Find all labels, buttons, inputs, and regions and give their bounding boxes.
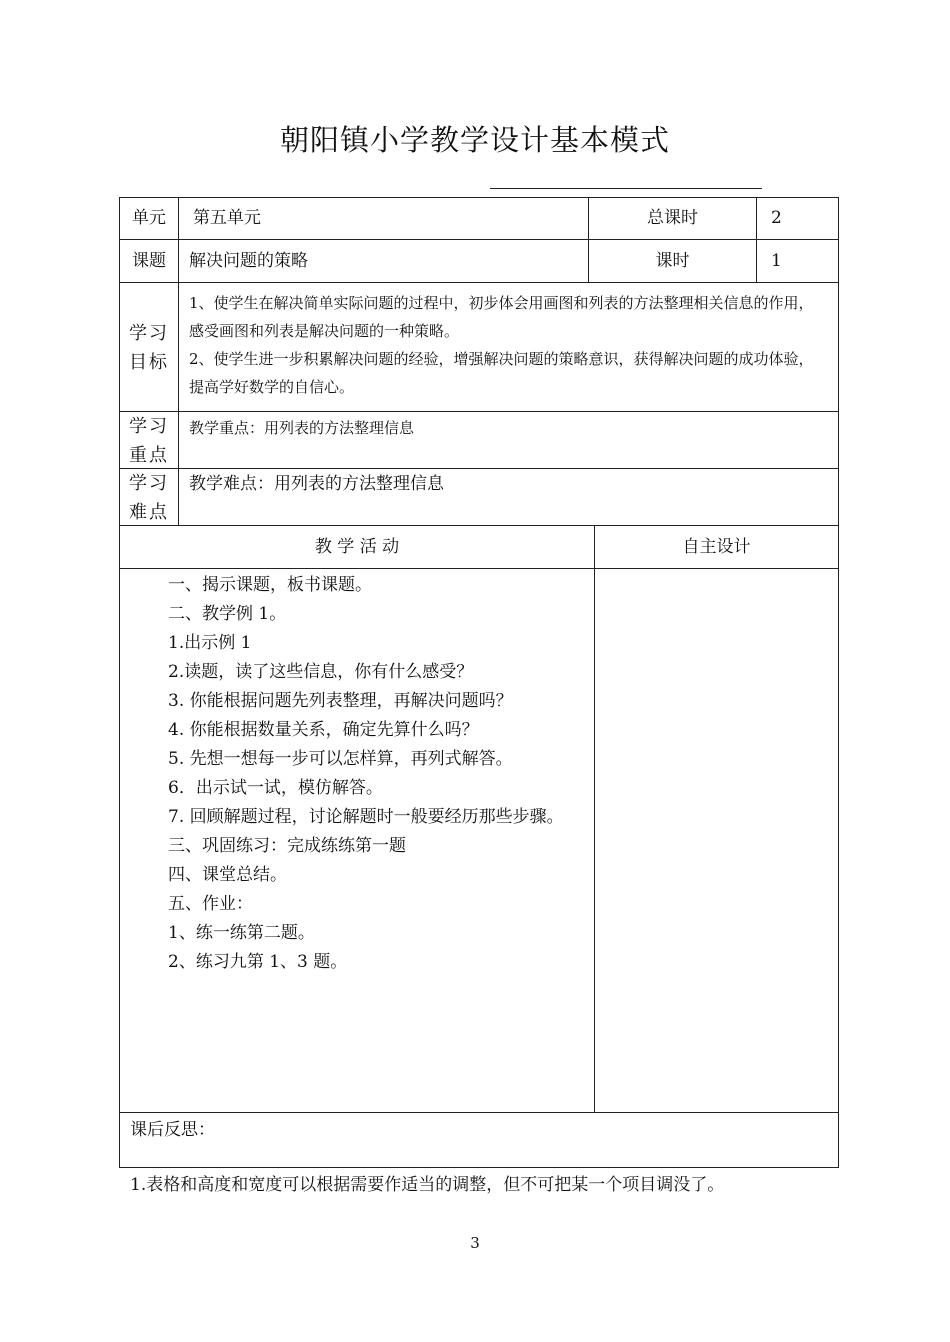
page-number: 3 — [470, 1234, 480, 1252]
activity-line: 6．出示试一试，模仿解答。 — [168, 778, 383, 798]
design-header: 自主设计 — [594, 525, 839, 569]
activity-line: 4. 你能根据数量关系，确定先算什么吗？ — [168, 720, 479, 740]
activity-line: 五、作业： — [168, 894, 253, 914]
topic-value: 解决问题的策略 — [178, 239, 589, 283]
difficulty-label — [119, 468, 179, 526]
unit-value: 第五单元 — [178, 197, 589, 240]
focus-label-line1: 学习 — [129, 416, 169, 437]
topic-label: 课题 — [119, 239, 179, 283]
activity-line: 三、巩固练习：完成练练第一题 — [168, 836, 406, 856]
period-label: 课时 — [588, 239, 757, 283]
activity-line: 一、揭示课题，板书课题。 — [168, 575, 372, 595]
activity-line: 1、练一练第二题。 — [168, 923, 315, 943]
focus-content: 教学重点：用列表的方法整理信息 — [178, 411, 839, 469]
page-title: 朝阳镇小学教学设计基本模式 — [279, 123, 670, 157]
period-value: 1 — [756, 239, 839, 283]
goal-item-1: 1、使学生在解决简单实际问题的过程中，初步体会用画图和列表的方法整理相关信息的作用，感受画图和列表是解决问题的一种策略。 — [189, 294, 814, 340]
focus-label — [119, 411, 179, 469]
activity-line: 1.出示例 1 — [168, 633, 252, 653]
goal-item-2: 2、使学生进一步积累解决问题的经验，增强解决问题的策略意识，获得解决问题的成功体验，提高学好数学的自信心。 — [189, 350, 814, 396]
goals-label — [119, 282, 179, 412]
table-note: 1.表格和高度和宽度可以根据需要作适当的调整，但不可把某一个项目调没了。 — [130, 1175, 725, 1195]
activity-line: 四、课堂总结。 — [168, 865, 287, 885]
activity-line: 5. 先想一想每一步可以怎样算，再列式解答。 — [168, 749, 513, 769]
activities-header: 教 学 活 动 — [119, 525, 595, 569]
difficulty-content: 教学难点：用列表的方法整理信息 — [178, 468, 839, 526]
focus-label-line2: 重点 — [129, 445, 169, 466]
total-periods-value: 2 — [756, 197, 839, 240]
title-underline — [490, 188, 762, 189]
reflection-cell: 课后反思： — [119, 1112, 839, 1168]
activity-line: 二、教学例 1。 — [168, 604, 287, 624]
goals-content — [178, 282, 839, 412]
unit-label: 单元 — [119, 197, 179, 240]
total-periods-label: 总课时 — [588, 197, 757, 240]
design-content — [594, 568, 839, 1113]
activity-line: 3. 你能根据问题先列表整理，再解决问题吗？ — [168, 691, 513, 711]
goals-label-line1: 学习 — [129, 323, 169, 344]
activity-line: 2、练习九第 1、3 题。 — [168, 952, 348, 972]
activities-content — [119, 568, 595, 1113]
difficulty-label-line1: 学习 — [129, 473, 169, 494]
activity-line: 7. 回顾解题过程，讨论解题时一般要经历那些步骤。 — [168, 807, 564, 827]
difficulty-label-line2: 难点 — [129, 502, 169, 523]
activity-line: 2.读题，读了这些信息，你有什么感受？ — [168, 662, 474, 682]
goals-label-line2: 目标 — [129, 352, 169, 373]
